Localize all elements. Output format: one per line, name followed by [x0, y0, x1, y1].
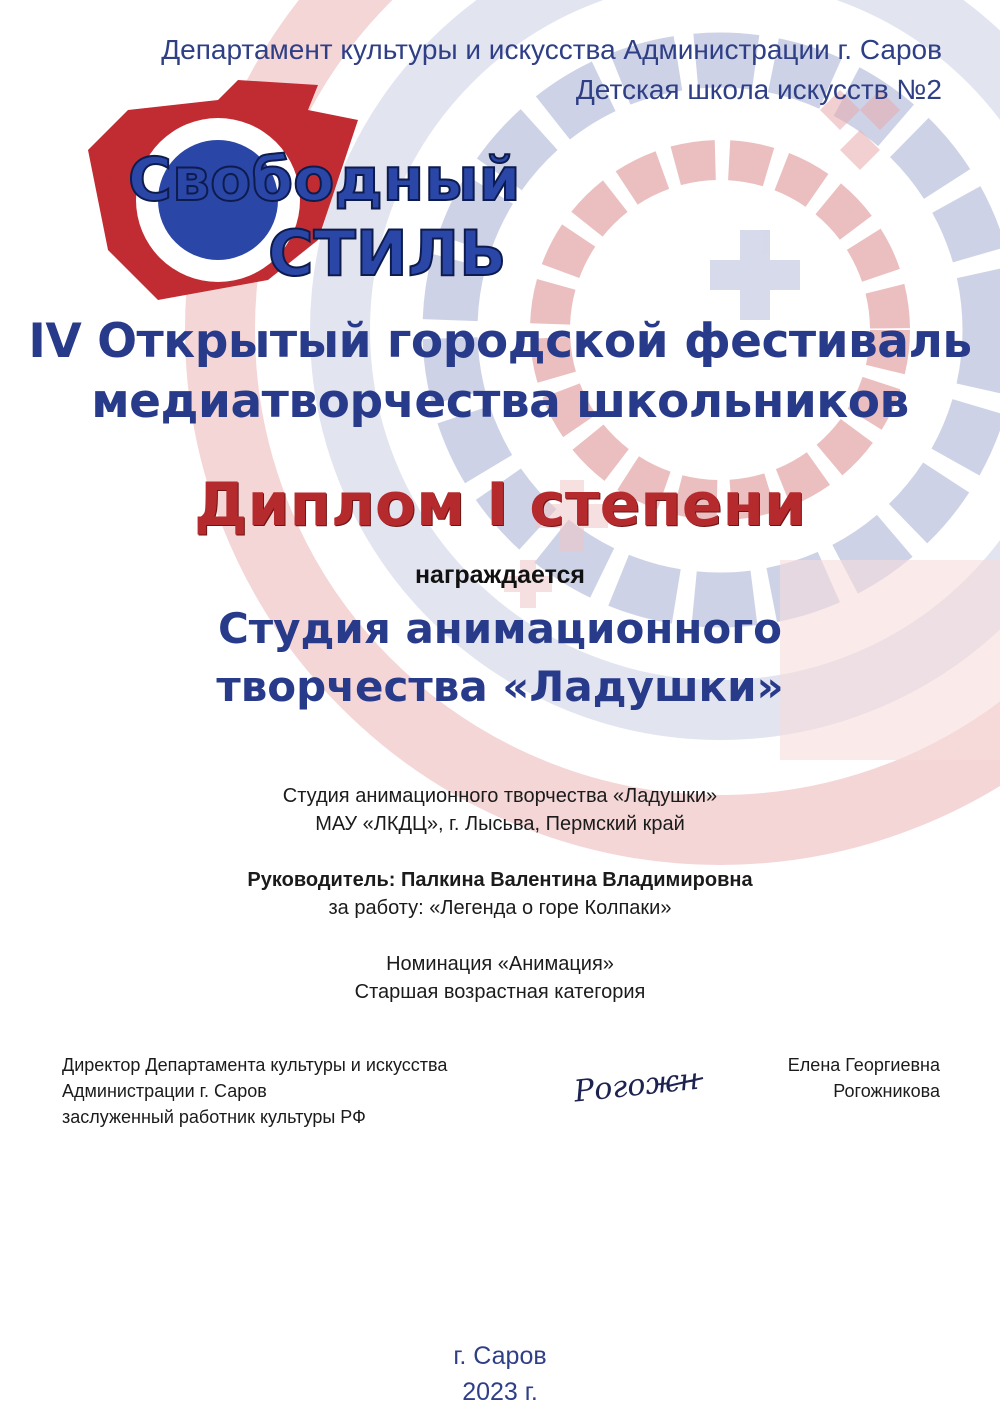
footer: [0, 1338, 1000, 1410]
recipient-line-2: творчества «Ладушки»: [216, 662, 784, 711]
leader-block: [0, 866, 1000, 922]
issuer-department: Департамент культуры и искусства Администрации г. Саров: [161, 34, 942, 65]
festival-title-line-2: медиатворчества школьников: [91, 374, 909, 429]
signatory-surname: Рогожникова: [833, 1081, 940, 1101]
signatory-position: [62, 1052, 447, 1130]
work-title: за работу: «Легенда о горе Колпаки»: [328, 897, 672, 919]
footer-year: 2023 г.: [462, 1378, 538, 1406]
recipient-line-1: Студия анимационного: [217, 604, 783, 653]
signatory-position-line-1: Директор Департамента культуры и искусства: [62, 1055, 448, 1075]
handwritten-signature: [568, 1048, 718, 1118]
recipient-name: [0, 600, 1000, 716]
diploma-title: Диплом I степени: [194, 470, 806, 540]
logo-word-2: СТИЛЬ: [268, 217, 507, 290]
organization-line-1: Студия анимационного творчества «Ладушки»: [282, 785, 718, 807]
signature-text: Рогожн: [572, 1061, 701, 1110]
nomination: Номинация «Анимация»: [386, 953, 614, 975]
award-details: [0, 782, 1000, 1034]
logo-word-1: Свободный: [128, 145, 521, 215]
leader-name: Руководитель: Палкина Валентина Владимировна: [247, 869, 753, 891]
festival-title-line-1: IV Открытый городской фестиваль: [28, 314, 972, 369]
footer-city: г. Саров: [453, 1342, 547, 1370]
festival-title: [0, 312, 1000, 432]
issuer-school: Детская школа искусств №2: [575, 74, 942, 105]
organization-line-2: МАУ «ЛКДЦ», г. Лысьва, Пермский край: [315, 813, 685, 835]
awarded-label: награждается: [414, 561, 586, 589]
age-category: Старшая возрастная категория: [354, 981, 646, 1003]
signatory-name: [788, 1052, 940, 1104]
nomination-block: [0, 950, 1000, 1006]
signatory-position-line-3: заслуженный работник культуры РФ: [62, 1107, 366, 1127]
festival-logo: [68, 80, 528, 300]
organization-block: [0, 782, 1000, 838]
signatory-first-names: Елена Георгиевна: [787, 1055, 940, 1075]
signatory-position-line-2: Администрации г. Саров: [62, 1081, 267, 1101]
